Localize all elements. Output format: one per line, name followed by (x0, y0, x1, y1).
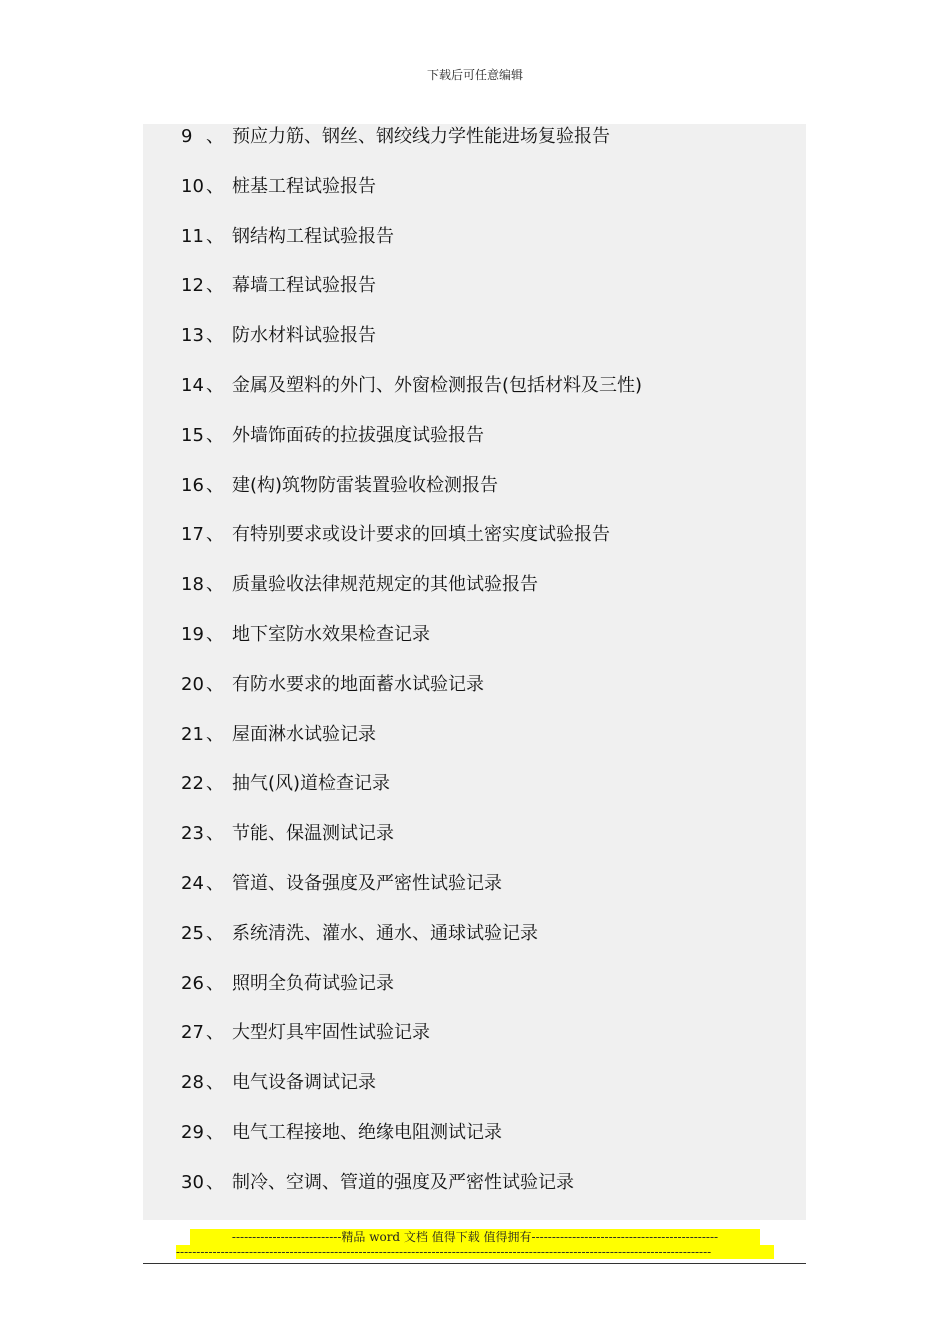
list-item (181, 273, 376, 299)
list-item-separator: 、 (206, 673, 224, 695)
list-item-number: 10 (181, 175, 204, 197)
list-item-number: 26 (181, 972, 204, 994)
list-item-number: 22 (181, 773, 204, 795)
footer-banner (176, 1228, 774, 1262)
list-item-separator: 、 (206, 823, 224, 845)
list-item-text: 建(构)筑物防雷装置验收检测报告 (232, 474, 499, 496)
list-item-number: 13 (181, 325, 204, 347)
list-item-separator: 、 (206, 524, 224, 546)
list-item (181, 622, 430, 648)
footer-dash-line: ------------------------------------------------------------------------------------------------------------------------------------ (176, 1245, 774, 1259)
list-item (181, 522, 610, 548)
list-item-text: 有特别要求或设计要求的回填土密实度试验报告 (232, 524, 610, 546)
list-item-separator: 、 (206, 624, 224, 645)
list-item-number: 25 (181, 922, 204, 944)
list-item-separator: 、 (206, 1022, 224, 1044)
footer-watermark-line: ---------------------------精品 word 文档 值得下载 值得拥有---------------------------------------------- (190, 1229, 760, 1245)
list-item (181, 722, 376, 748)
header-note: 下载后可任意编辑 (426, 68, 523, 82)
list-item (181, 373, 642, 399)
list-item-number: 23 (181, 823, 204, 845)
list-item-text: 金属及塑料的外门、外窗检测报告(包括材料及三性) (232, 375, 643, 396)
list-item-text: 节能、保温测试记录 (232, 823, 394, 845)
list-item-separator: 、 (206, 873, 224, 894)
list-item-number: 9 (181, 126, 193, 147)
list-item-separator: 、 (206, 773, 224, 795)
list-item-separator: 、 (206, 474, 224, 496)
list-item-separator: 、 (206, 275, 224, 297)
list-item-text: 制冷、空调、管道的强度及严密性试验记录 (232, 1171, 574, 1193)
list-item-number: 11 (181, 225, 204, 247)
list-item (181, 423, 484, 449)
list-item (181, 124, 610, 150)
content-block (143, 124, 806, 1220)
list-item-text: 抽气(风)道检查记录 (232, 773, 391, 795)
list-item-text: 电气设备调试记录 (232, 1072, 376, 1094)
list-item (181, 174, 376, 200)
list-item (181, 1070, 376, 1096)
list-item-number: 24 (181, 873, 204, 894)
list-item-text: 有防水要求的地面蓄水试验记录 (232, 673, 484, 695)
list-item-text: 钢结构工程试验报告 (232, 225, 394, 247)
list-item-separator: 、 (206, 972, 224, 994)
list-item (181, 821, 394, 847)
list-item-text: 管道、设备强度及严密性试验记录 (232, 873, 502, 894)
list-item-separator: 、 (206, 375, 224, 396)
list-item-separator: 、 (206, 325, 224, 347)
list-item (181, 971, 394, 997)
list-item (181, 672, 484, 698)
list-item-text: 大型灯具牢固性试验记录 (232, 1022, 430, 1044)
list-item-number: 27 (181, 1022, 204, 1044)
footer-divider (143, 1263, 806, 1264)
list-item-text: 幕墙工程试验报告 (232, 275, 376, 297)
list-item-number: 16 (181, 474, 204, 496)
list-item-text: 系统清洗、灌水、通水、通球试验记录 (232, 922, 538, 944)
list-item-separator: 、 (206, 723, 224, 745)
list-item (181, 771, 390, 797)
list-item-separator: 、 (206, 126, 224, 147)
list-item (181, 1170, 574, 1196)
list-item-separator: 、 (206, 424, 224, 446)
list-item (181, 1020, 430, 1046)
list-item-number: 15 (181, 424, 204, 446)
list-item-text: 电气工程接地、绝缘电阻测试记录 (232, 1122, 502, 1143)
list-item (181, 1120, 502, 1146)
list-item-number: 17 (181, 524, 204, 546)
list-item-separator: 、 (206, 1122, 224, 1143)
list-item-text: 外墙饰面砖的拉拔强度试验报告 (232, 424, 484, 446)
list-item-number: 30 (181, 1171, 204, 1193)
list-item-number: 28 (181, 1072, 204, 1094)
list-item-text: 屋面淋水试验记录 (232, 723, 376, 745)
list-item-number: 29 (181, 1122, 204, 1143)
list-item-text: 地下室防水效果检查记录 (232, 624, 430, 645)
list-item-text: 照明全负荷试验记录 (232, 972, 394, 994)
list-item-separator: 、 (206, 225, 224, 247)
list-item (181, 871, 502, 897)
list-item-text: 预应力筋、钢丝、钢绞线力学性能进场复验报告 (232, 126, 610, 147)
list-item-number: 12 (181, 275, 204, 297)
list-item-text: 桩基工程试验报告 (232, 175, 376, 197)
list-item (181, 572, 538, 598)
list-item (181, 921, 538, 947)
list-item-number: 21 (181, 723, 204, 745)
list-item-separator: 、 (206, 574, 224, 596)
list-item-separator: 、 (206, 922, 224, 944)
list-item-text: 防水材料试验报告 (232, 325, 376, 347)
list-item-separator: 、 (206, 1171, 224, 1193)
list-item (181, 473, 498, 499)
list-item (181, 323, 376, 349)
list-item-number: 20 (181, 673, 204, 695)
list-item-text: 质量验收法律规范规定的其他试验报告 (232, 574, 538, 596)
list-item-number: 18 (181, 574, 204, 596)
list-item-separator: 、 (206, 175, 224, 197)
list-item-number: 14 (181, 375, 204, 396)
list-item-number: 19 (181, 624, 204, 645)
list-item-separator: 、 (206, 1072, 224, 1094)
list-item (181, 224, 394, 250)
